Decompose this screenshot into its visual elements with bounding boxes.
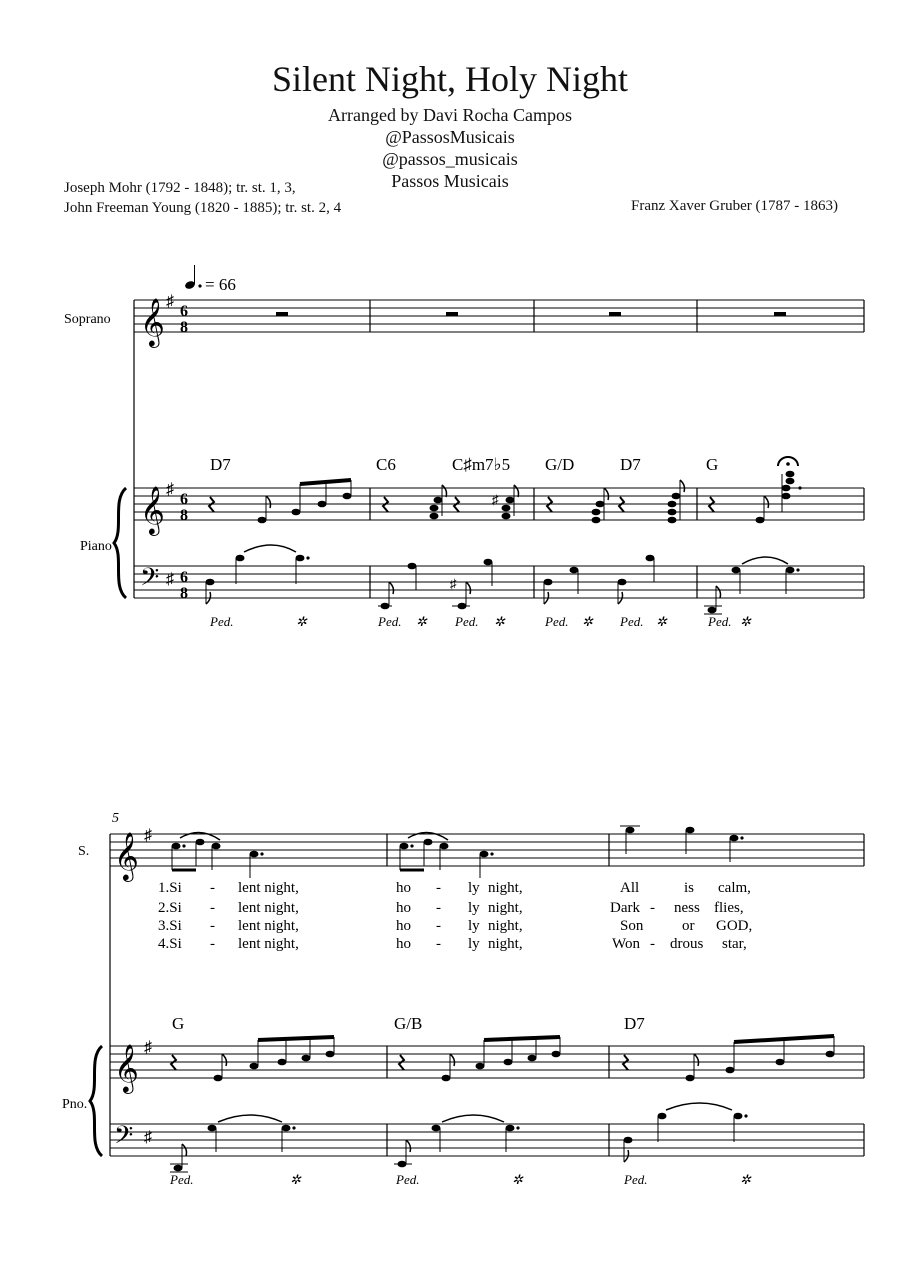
pedal-down: Ped. — [396, 1172, 420, 1187]
svg-text:-: - — [436, 880, 441, 896]
svg-text:ness: ness — [674, 900, 700, 916]
credit-line-1: @PassosMusicais — [385, 127, 515, 147]
svg-text:ho: ho — [396, 936, 411, 952]
svg-text:or: or — [682, 918, 695, 934]
svg-text:ly: ly — [468, 880, 480, 896]
svg-text:Dark: Dark — [610, 900, 640, 916]
svg-text:drous: drous — [670, 936, 704, 952]
pedal-down: Ped. — [708, 614, 732, 629]
pedal-marks-1 — [209, 614, 752, 629]
time-sig-top: 6 — [180, 569, 188, 586]
pedal-up: ✲ — [582, 614, 593, 629]
arranger-line: Arranged by Davi Rocha Campos — [328, 105, 572, 125]
chord-symbol: D7 — [624, 1014, 645, 1033]
score-title: Silent Night, Holy Night — [271, 59, 628, 99]
svg-text:-: - — [210, 918, 215, 934]
svg-text:-: - — [210, 900, 215, 916]
pedal-down: Ped. — [170, 1172, 194, 1187]
whole-rest — [609, 312, 621, 316]
bass-clef-icon: 𝄢 — [114, 1122, 134, 1155]
svg-text:ly: ly — [468, 900, 480, 916]
tempo-text: = 66 — [205, 275, 236, 294]
svg-text:-: - — [436, 918, 441, 934]
pedal-up: ✲ — [740, 1172, 751, 1187]
svg-text:-: - — [210, 880, 215, 896]
key-signature-sharp: ♯ — [166, 293, 174, 310]
key-signature-sharp: ♯ — [144, 827, 152, 844]
svg-text:star,: star, — [722, 936, 747, 952]
pedal-down: Ped. — [624, 1172, 648, 1187]
svg-text:calm,: calm, — [718, 880, 751, 896]
pedal-up: ✲ — [512, 1172, 523, 1187]
lyric-verse-3 — [158, 918, 752, 934]
system-2 — [62, 811, 864, 1187]
svg-text:-: - — [210, 936, 215, 952]
whole-rest — [774, 312, 786, 316]
svg-text:GOD,: GOD, — [716, 918, 753, 934]
credit-line-3: Passos Musicais — [391, 171, 509, 191]
chord-symbol: C♯m7♭5 — [452, 455, 511, 474]
whole-rest — [446, 312, 458, 316]
svg-text:night,: night, — [488, 880, 523, 896]
pedal-down: Ped. — [545, 614, 569, 629]
pedal-up: ✲ — [740, 614, 751, 629]
time-sig-top: 6 — [180, 303, 188, 320]
svg-text:flies,: flies, — [714, 900, 744, 916]
svg-text:lent night,: lent night, — [238, 880, 299, 896]
piano-brace — [114, 488, 126, 598]
svg-text:is: is — [684, 880, 695, 896]
pedal-down: Ped. — [378, 614, 402, 629]
soprano-label: S. — [78, 844, 90, 859]
chord-symbol: D7 — [620, 455, 641, 474]
credit-line-2: @passos_musicais — [382, 149, 518, 169]
chord-symbol: G — [706, 455, 719, 474]
key-signature-sharp: ♯ — [166, 481, 174, 498]
treble-clef-icon: 𝄞 — [140, 300, 165, 346]
lyricist-line-2: John Freeman Young (1820 - 1885); tr. st. 2, 4 — [64, 200, 342, 216]
piano-bass-staff-2 — [110, 1103, 864, 1172]
lyric-verse-2 — [158, 900, 744, 916]
lyricist-line-1: Joseph Mohr (1792 - 1848); tr. st. 1, 3, — [64, 180, 296, 196]
time-sig-top: 6 — [180, 491, 188, 508]
svg-text:lent night,: lent night, — [238, 918, 299, 934]
key-signature-sharp: ♯ — [166, 571, 174, 588]
time-sig-bottom: 8 — [180, 319, 188, 336]
measure-number: 5 — [112, 811, 119, 826]
svg-text:4.Si: 4.Si — [158, 936, 182, 952]
pedal-down: Ped. — [210, 614, 234, 629]
lyrics-block — [158, 880, 752, 952]
pedal-marks-2 — [169, 1172, 752, 1187]
svg-text:Won: Won — [612, 936, 640, 952]
svg-text:-: - — [650, 900, 655, 916]
svg-text:ho: ho — [396, 900, 411, 916]
svg-text:-: - — [650, 936, 655, 952]
svg-text:night,: night, — [488, 918, 523, 934]
pedal-up: ✲ — [296, 614, 307, 629]
svg-text:2.Si: 2.Si — [158, 900, 182, 916]
svg-text:ho: ho — [396, 918, 411, 934]
composer-credit: Franz Xaver Gruber (1787 - 1863) — [630, 198, 838, 214]
svg-text:Son: Son — [620, 918, 644, 934]
piano-label: Piano — [80, 539, 112, 554]
pedal-up: ✲ — [290, 1172, 301, 1187]
lyric-verse-1 — [158, 880, 751, 896]
svg-text:All: All — [620, 880, 640, 896]
bass-clef-icon: 𝄢 — [140, 564, 160, 597]
piano-treble-staff-2 — [110, 1036, 864, 1094]
svg-text:-: - — [436, 936, 441, 952]
svg-text:night,: night, — [488, 936, 523, 952]
lyric-verse-4 — [158, 936, 747, 952]
svg-text:lent night,: lent night, — [238, 936, 299, 952]
svg-text:ly: ly — [468, 918, 480, 934]
pedal-up: ✲ — [416, 614, 427, 629]
pedal-up: ✲ — [656, 614, 667, 629]
chord-symbol: D7 — [210, 455, 231, 474]
treble-clef-icon: 𝄞 — [114, 834, 139, 880]
chord-symbol: C6 — [376, 455, 396, 474]
pedal-down: Ped. — [455, 614, 479, 629]
soprano-label: Soprano — [64, 312, 111, 327]
chord-symbol: G/D — [545, 455, 575, 474]
svg-text:ho: ho — [396, 880, 411, 896]
svg-text:1.Si: 1.Si — [158, 880, 182, 896]
svg-text:3.Si: 3.Si — [158, 918, 182, 934]
chord-symbols-2 — [172, 1014, 645, 1033]
time-sig-bottom: 8 — [180, 585, 188, 602]
svg-text:night,: night, — [488, 900, 523, 916]
piano-brace — [90, 1046, 102, 1156]
pedal-up: ✲ — [494, 614, 505, 629]
svg-text:-: - — [436, 900, 441, 916]
time-sig-bottom: 8 — [180, 507, 188, 524]
system-1 — [64, 265, 864, 629]
svg-text:♯: ♯ — [450, 576, 457, 591]
key-signature-sharp: ♯ — [144, 1039, 152, 1056]
soprano-staff-1 — [64, 293, 864, 348]
chord-symbol: G — [172, 1014, 185, 1033]
key-signature-sharp: ♯ — [144, 1129, 152, 1146]
whole-rest — [276, 312, 288, 316]
piano-bass-staff-1 — [134, 545, 864, 614]
soprano-staff-2 — [78, 826, 864, 882]
svg-text:♯: ♯ — [492, 492, 499, 507]
pedal-down: Ped. — [620, 614, 644, 629]
tempo-marking — [184, 265, 236, 294]
svg-text:ly: ly — [468, 936, 480, 952]
chord-symbols-1 — [210, 455, 718, 474]
svg-text:lent night,: lent night, — [238, 900, 299, 916]
chord-symbol: G/B — [394, 1014, 423, 1033]
piano-label: Pno. — [62, 1097, 88, 1112]
treble-clef-icon: 𝄞 — [114, 1046, 139, 1092]
treble-clef-icon: 𝄞 — [140, 488, 165, 534]
